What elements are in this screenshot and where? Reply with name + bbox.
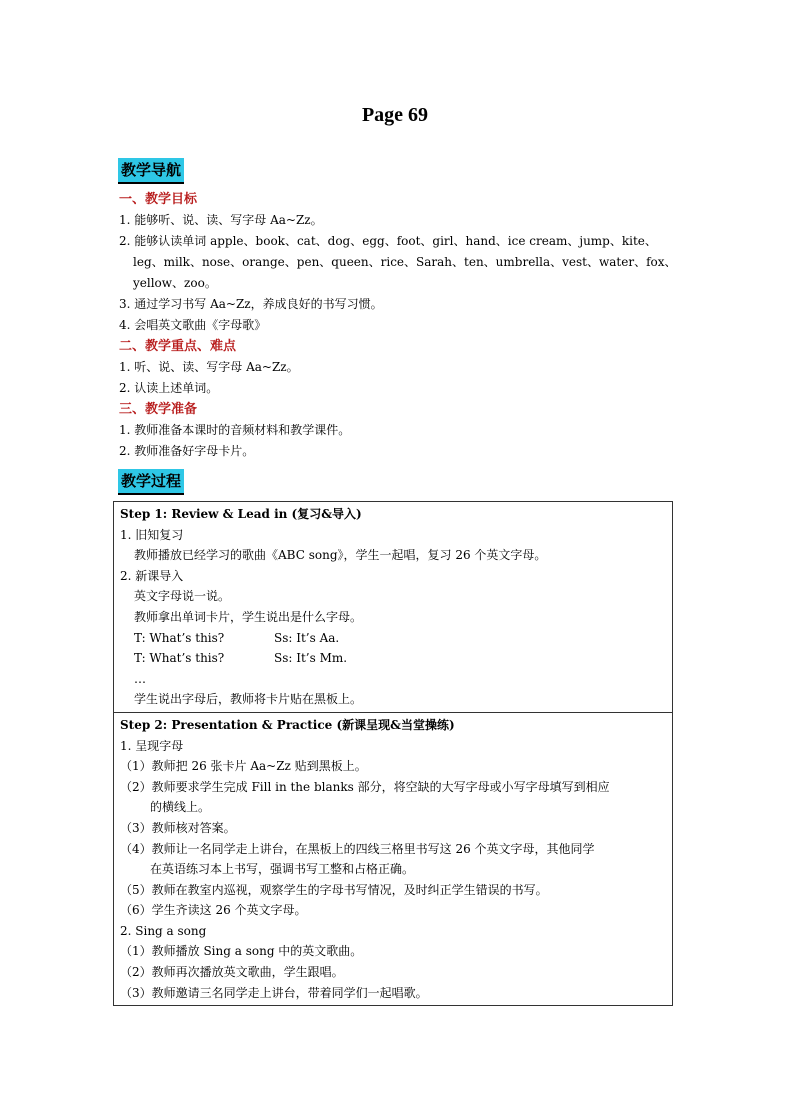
step2-item-continued: 在英语练习本上书写，强调书写工整和占格正确。 [150,862,415,877]
section-banner-teaching-process: 教学过程 [118,469,184,495]
teaching-guide-content [119,189,677,462]
dialogue-teacher: T: What’s this? [134,651,225,666]
keypoints-heading: 二、教学重点、难点 [119,339,237,354]
section-banner-teaching-guide: 教学导航 [118,158,184,184]
step1-line: 学生说出字母后，教师将卡片贴在黑板上。 [134,692,363,707]
goal-item: 2. 能够认读单词 apple、book、cat、dog、egg、foot、girl、hand、ice cream、jump、kite、 [119,234,657,248]
step1-line: 1. 旧知复习 [120,527,184,542]
step2-line: 1. 呈现字母 [120,738,184,753]
step1-cell [114,502,672,712]
ellipsis: … [134,671,146,686]
dialogue-row [120,628,666,649]
prep-heading: 三、教学准备 [119,402,198,417]
keypoint-item: 1. 听、说、读、写字母 Aa~Zz。 [119,360,299,374]
goal-item-continued: yellow、zoo。 [133,276,217,290]
step2-title: Step 2: Presentation & Practice (新课呈现&当堂操练) [120,717,455,732]
step2-item: （4）教师让一名同学走上讲台，在黑板上的四线三格里书写这 26 个英文字母，其他同学 [120,841,595,856]
goal-item: 3. 通过学习书写 Aa~Zz，养成良好的书写习惯。 [119,297,383,311]
step1-line: 2. 新课导入 [120,568,184,583]
prep-item: 1. 教师准备本课时的音频材料和教学课件。 [119,423,351,437]
dialogue-students: Ss: It’s Mm. [274,651,348,666]
keypoint-item: 2. 认读上述单词。 [119,381,219,395]
goal-item: 4. 会唱英文歌曲《字母歌》 [119,318,267,332]
dialogue-row [120,648,666,669]
step1-line: 教师拿出单词卡片，学生说出是什么字母。 [134,609,363,624]
step1-line: 教师播放已经学习的歌曲《ABC song》，学生一起唱，复习 26 个英文字母。 [134,548,547,563]
goal-item: 1. 能够听、说、读、写字母 Aa~Zz。 [119,213,323,227]
process-table [113,501,673,1006]
step2-cell [114,712,672,1005]
goals-heading: 一、教学目标 [119,192,198,207]
dialogue-students: Ss: It’s Aa. [274,630,340,645]
goal-item-continued: leg、milk、nose、orange、pen、queen、rice、Sarah、ten、umbrella、vest、water、fox、 [133,255,677,269]
step1-line: 英文字母说一说。 [134,589,231,604]
step2-item: （2）教师要求学生完成 Fill in the blanks 部分，将空缺的大写字母或小写字母填写到相应 [120,779,610,794]
prep-item: 2. 教师准备好字母卡片。 [119,444,255,458]
step2-item: （2）教师再次播放英文歌曲，学生跟唱。 [120,965,344,980]
step1-title: Step 1: Review & Lead in (复习&导入) [120,507,362,521]
step2-item: （1）教师播放 Sing a song 中的英文歌曲。 [120,944,363,959]
step2-item: （5）教师在教室内巡视，观察学生的字母书写情况，及时纠正学生错误的书写。 [120,882,548,897]
step2-item: （3）教师核对答案。 [120,820,236,835]
step2-item: （3）教师邀请三名同学走上讲台，带着同学们一起唱歌。 [120,985,428,1000]
page-title: Page 69 [361,104,429,126]
step2-item-continued: 的横线上。 [150,800,211,815]
step2-item: （6）学生齐读这 26 个英文字母。 [120,903,307,918]
dialogue-teacher: T: What’s this? [134,630,225,645]
step2-line: 2. Sing a song [120,923,207,938]
step2-item: （1）教师把 26 张卡片 Aa~Zz 贴到黑板上。 [120,759,367,774]
